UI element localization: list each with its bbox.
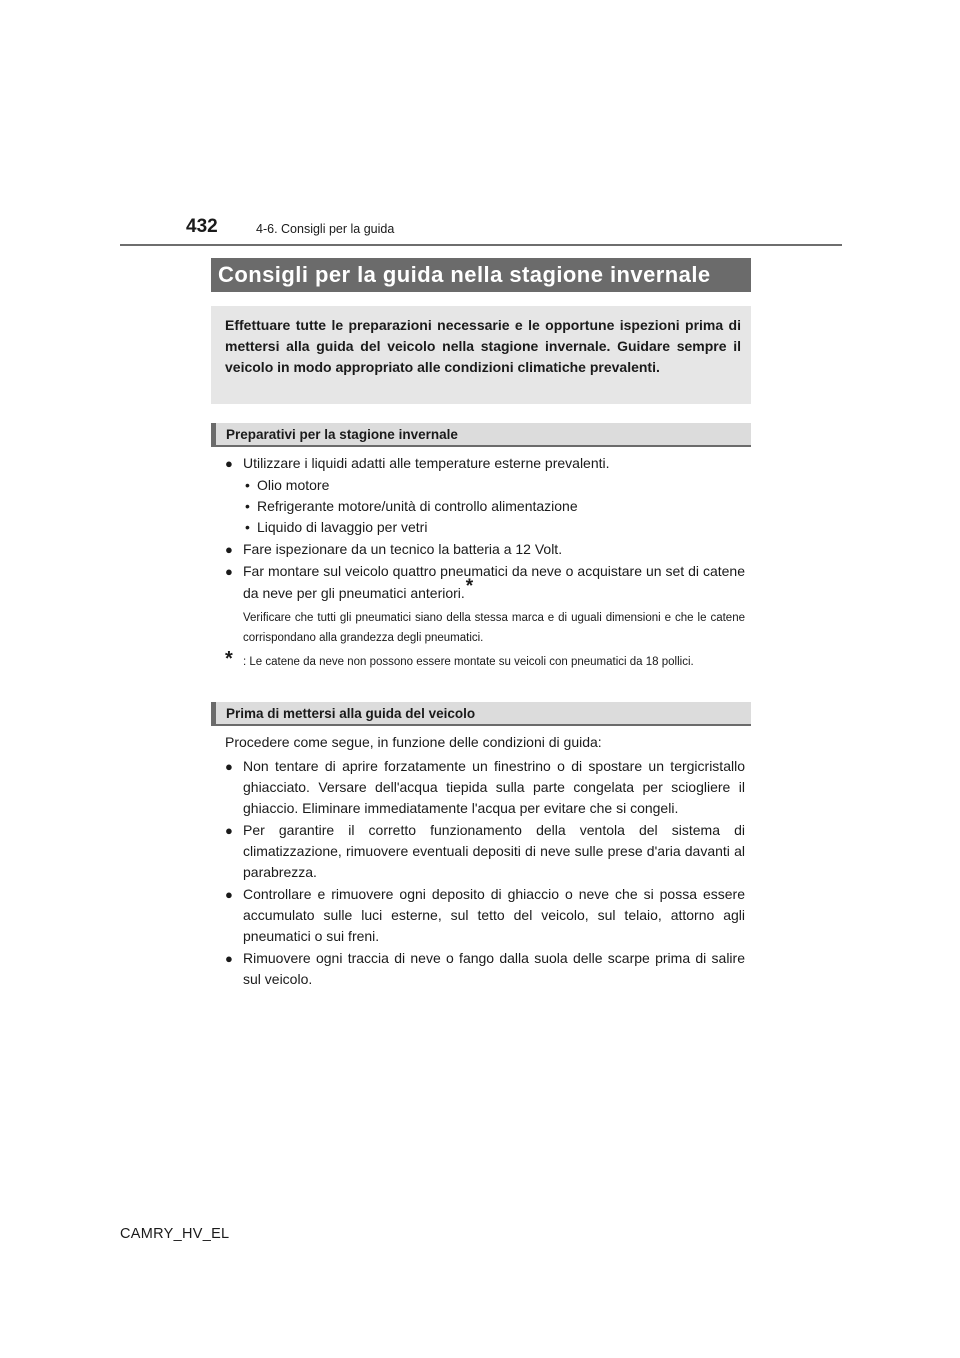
bullet-icon: ● xyxy=(225,951,233,966)
sub-item-text: Liquido di lavaggio per vetri xyxy=(257,519,428,535)
section-reference: 4-6. Consigli per la guida xyxy=(256,222,395,236)
sub-bullet-icon: • xyxy=(245,519,250,535)
sub-item-text: Refrigerante motore/unità di controllo alimentazione xyxy=(257,498,578,514)
section-before-driving-body xyxy=(225,732,745,991)
bullet-icon: ● xyxy=(225,542,233,557)
list-item xyxy=(225,561,745,604)
footnote-mark: * xyxy=(225,648,233,670)
footnote-text: : Le catene da neve non possono essere montate su veicoli con pneumatici da 18 pollici. xyxy=(243,656,694,668)
bullet-text: Non tentare di aprire forzatamente un finestrino o di spostare un tergicristallo ghiacciato. Versare dell'acqua tiepida sulla parte congelata per sciogliere il ghiaccio. Eliminare immediatamente l'acqua per evitare che si congeli. xyxy=(243,758,745,816)
document-code: CAMRY_HV_EL xyxy=(120,1226,230,1242)
bullet-text: Per garantire il corretto funzionamento della ventola del sistema di climatizzazione, rimuovere eventuali depositi di neve sulle prese d'aria davanti al parabrezza. xyxy=(243,822,745,880)
bullet-text: Controllare e rimuovere ogni deposito di ghiaccio o neve che si possa essere accumulato sulle luci esterne, sul tetto del veicolo, sul telaio, attorno agli pneumatici o sui freni. xyxy=(243,886,745,944)
footnote xyxy=(225,648,745,672)
page-number: 432 xyxy=(186,216,218,237)
bullet-text: Far montare sul veicolo quattro pneumatici da neve o acquistare un set di catene da neve per gli pneumatici anteriori. xyxy=(243,563,745,601)
sub-list-item xyxy=(225,496,745,517)
section-heading-before-driving: Prima di mettersi alla guida del veicolo xyxy=(211,702,751,726)
section-heading-winter-prep: Preparativi per la stagione invernale xyxy=(211,423,751,447)
bullet-icon: ● xyxy=(225,759,233,774)
bullet-icon: ● xyxy=(225,823,233,838)
sub-item-text: Olio motore xyxy=(257,477,330,493)
bullet-text: Utilizzare i liquidi adatti alle temperature esterne prevalenti. xyxy=(243,455,610,471)
list-item xyxy=(225,948,745,990)
sub-bullet-icon: • xyxy=(245,477,250,493)
sub-list-item xyxy=(225,517,745,538)
page-title: Consigli per la guida nella stagione invernale xyxy=(211,258,751,292)
bullet-text: Fare ispezionare da un tecnico la batteria a 12 Volt. xyxy=(243,541,563,557)
bullet-icon: ● xyxy=(225,456,233,471)
bullet-icon: ● xyxy=(225,564,233,579)
list-item xyxy=(225,756,745,819)
intro-box xyxy=(211,306,751,404)
note-text: Verificare che tutti gli pneumatici siano della stessa marca e di uguali dimensioni e che le catene corrispondano alla grandezza degli pneumatici. xyxy=(243,612,745,644)
header-divider xyxy=(120,244,842,246)
list-item xyxy=(225,884,745,947)
intro-text: Effettuare tutte le preparazioni necessarie e le opportune ispezioni prima di mettersi alla guida del veicolo nella stagione invernale. Guidare sempre il veicolo in modo appropriato alle condizioni climatiche prevalenti. xyxy=(225,317,741,375)
list-item xyxy=(225,820,745,883)
sub-bullet-icon: • xyxy=(245,498,250,514)
lead-text: Procedere come segue, in funzione delle condizioni di guida: xyxy=(225,734,602,750)
footnote-star: * xyxy=(465,576,474,597)
sub-list-item xyxy=(225,475,745,496)
list-item xyxy=(225,453,745,474)
list-item xyxy=(225,539,745,560)
bullet-text: Rimuovere ogni traccia di neve o fango dalla suola delle scarpe prima di salire sul veicolo. xyxy=(243,950,745,987)
section-winter-prep-body xyxy=(225,453,745,672)
bullet-icon: ● xyxy=(225,887,233,902)
